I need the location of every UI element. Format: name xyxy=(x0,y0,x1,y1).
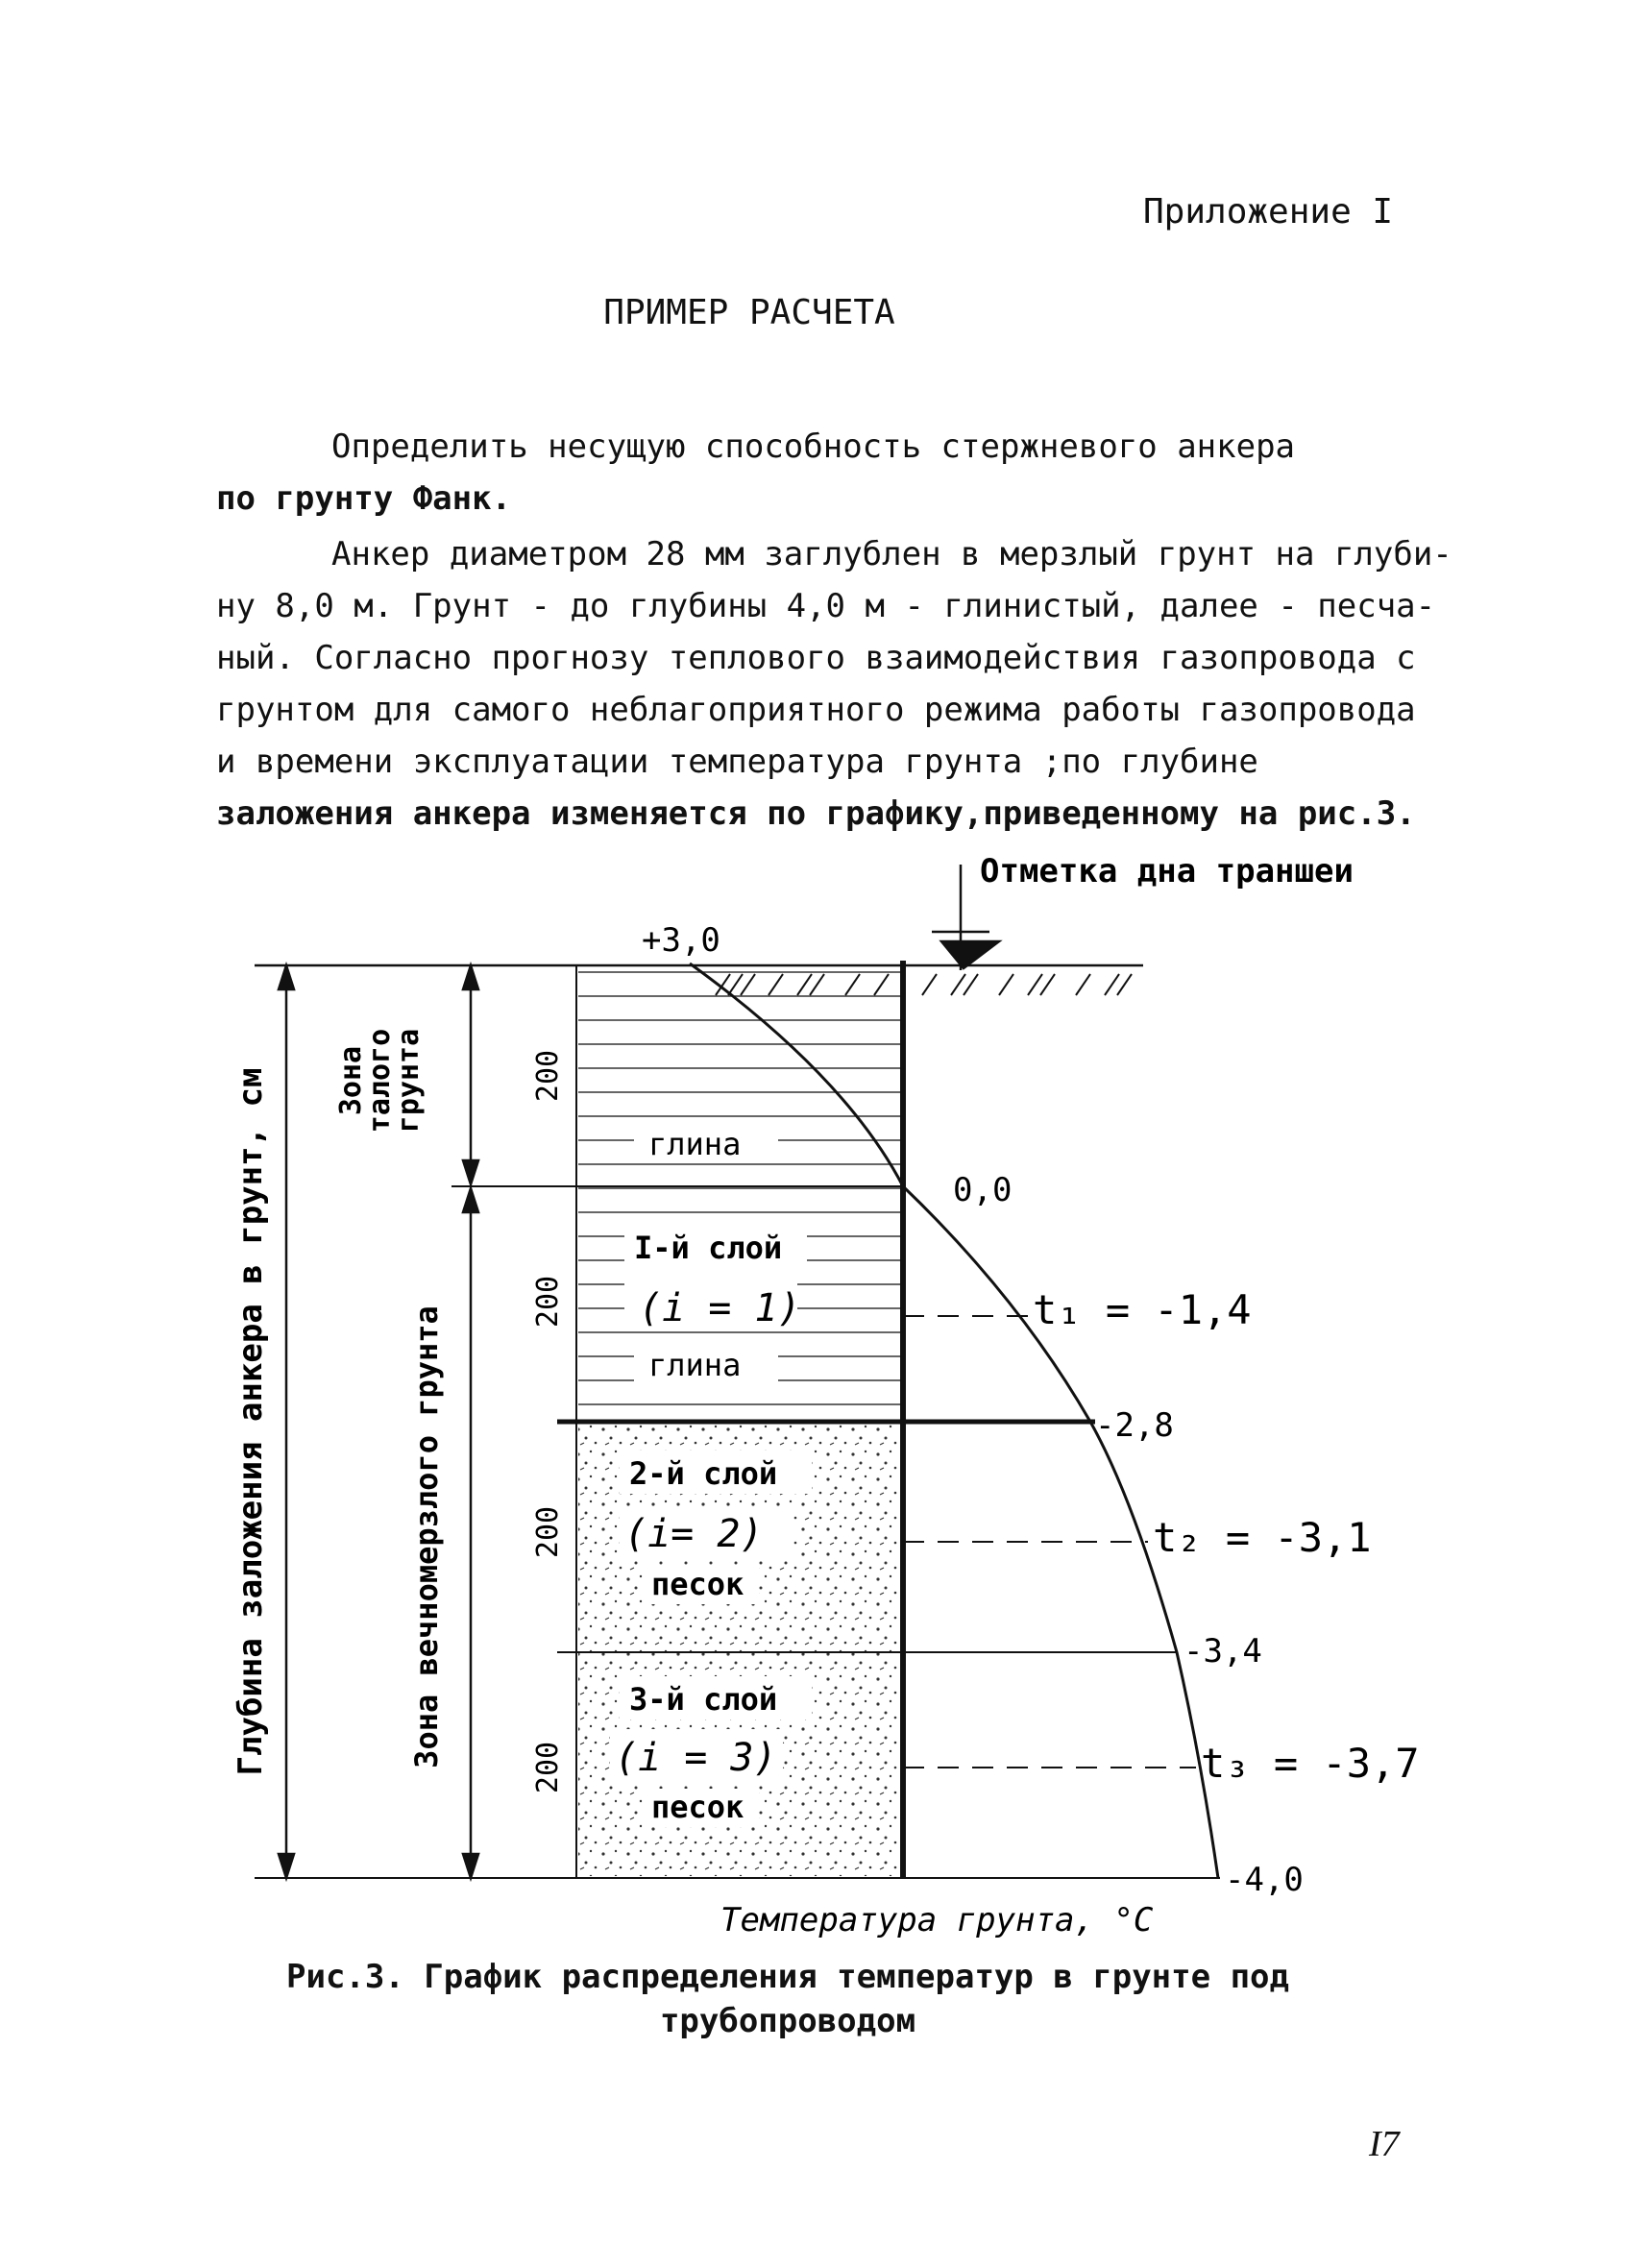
zone-permafrost-label: Зона вечномерзлого грунта xyxy=(408,1305,445,1768)
temp-boundary-2: -2,8 xyxy=(1095,1406,1174,1445)
description-line: ный. Согласно прогнозу теплового взаимодействия газопровода с xyxy=(216,639,1416,677)
layer-3-soil: песок xyxy=(651,1789,744,1825)
layer-thickness: 200 xyxy=(531,1275,565,1329)
layer-2-soil: песок xyxy=(651,1566,744,1602)
description-line: заложения анкера изменяется по графику,приведенному на рис.3. xyxy=(216,794,1416,833)
layer-thickness: 200 xyxy=(531,1505,565,1559)
temp-t2: t₂ = -3,1 xyxy=(1153,1514,1372,1561)
task-line: Определить несущую способность стержневого анкера xyxy=(331,427,1296,466)
layer-2-name: 2-й слой xyxy=(629,1455,778,1492)
caption-line: Рис.3. График распределения температур в грунте под xyxy=(286,1958,1289,1996)
temp-boundary-0: 0,0 xyxy=(953,1171,1013,1209)
description-line: Анкер диаметром 28 мм заглублен в мерзлый грунт на глуби- xyxy=(331,535,1452,573)
layer-2-index: (i= 2) xyxy=(624,1512,764,1556)
temp-boundary-3: -3,4 xyxy=(1184,1632,1262,1671)
appendix-label: Приложение I xyxy=(1143,192,1394,232)
description-line: и времени эксплуатации температура грунта ;по глубине xyxy=(216,743,1258,781)
top-value: +3,0 xyxy=(642,921,720,960)
zone-thawed-label: талого xyxy=(363,1028,397,1134)
description-line: ну 8,0 м. Грунт - до глубины 4,0 м - глинистый, далее - песча- xyxy=(216,587,1436,625)
trench-label: Отметка дна траншеи xyxy=(980,852,1354,890)
zone-thawed-label: грунта xyxy=(392,1028,426,1134)
temp-t3: t₃ = -3,7 xyxy=(1201,1740,1420,1787)
page-title: ПРИМЕР РАСЧЕТА xyxy=(603,293,895,332)
depth-axis-label: Глубина заложения анкера в грунт, см xyxy=(232,1067,270,1776)
x-axis-label: Температура грунта, °С xyxy=(720,1901,1154,1939)
layer-1-name: I-й слой xyxy=(634,1230,783,1266)
layer-1-soil: глина xyxy=(648,1347,742,1383)
task-line: по грунту Фанк. xyxy=(216,479,512,518)
layer-0-soil: глина xyxy=(648,1126,742,1162)
layer-1-index: (i = 1) xyxy=(639,1286,801,1330)
caption-line: трубопроводом xyxy=(659,2002,916,2040)
layer-3-index: (i = 3) xyxy=(615,1736,777,1780)
layer-thickness: 200 xyxy=(531,1049,565,1103)
temp-boundary-4: -4,0 xyxy=(1225,1861,1304,1899)
page-number: I7 xyxy=(1369,2124,1400,2164)
layer-3-name: 3-й слой xyxy=(629,1681,778,1718)
layer-thickness: 200 xyxy=(531,1741,565,1794)
temp-t1: t₁ = -1,4 xyxy=(1033,1286,1252,1333)
description-line: грунтом для самого неблагоприятного режима работы газопровода xyxy=(216,691,1416,729)
figure-caption xyxy=(259,1955,1316,2043)
zone-thawed-label: Зона xyxy=(334,1045,368,1116)
